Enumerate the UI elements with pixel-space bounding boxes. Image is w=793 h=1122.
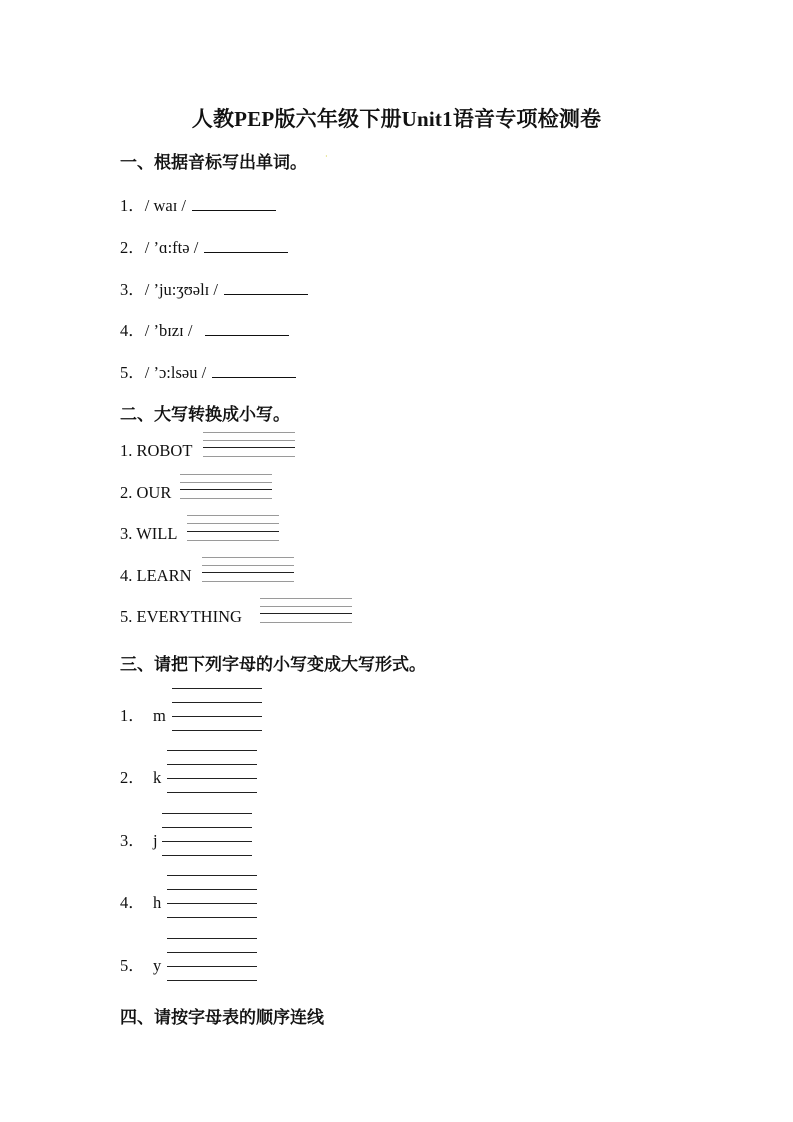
phonetic-item-1: 1．/ waɪ / <box>120 192 276 216</box>
answer-blank[interactable] <box>205 334 289 336</box>
letter-item-5: 5． y <box>120 956 162 975</box>
case-item-3: 3. WILL <box>120 524 178 543</box>
case-item-2: 2. OUR <box>120 483 172 502</box>
phonetic-item-4: 4．/ ’bɪzɪ / <box>120 317 289 341</box>
answer-blank[interactable] <box>212 376 296 378</box>
answer-blank[interactable] <box>192 209 276 211</box>
section-3-heading: 三、请把下列字母的小写变成大写形式。 <box>120 655 426 674</box>
section-1-heading: 一、根据音标写出单词。 <box>120 153 307 172</box>
phonetic-item-3: 3．/ ’ju:ʒʊəlɪ / <box>120 276 308 300</box>
phonetic-item-2: 2．/ ’ɑ:ftə / <box>120 234 288 258</box>
letter-item-1: 1． m <box>120 706 166 725</box>
phonetic-item-5: 5．/ ’ɔ:lsəu / <box>120 359 296 383</box>
case-item-1: 1. ROBOT <box>120 441 193 460</box>
letter-item-3: 3． j <box>120 831 158 850</box>
page-title: 人教PEP版六年级下册Unit1语音专项检测卷 <box>191 107 602 131</box>
case-item-5: 5. EVERYTHING <box>120 607 242 626</box>
case-item-4: 4. LEARN <box>120 566 192 585</box>
answer-blank[interactable] <box>224 293 308 295</box>
section-4-heading: 四、请按字母表的顺序连线 <box>120 1008 324 1027</box>
stray-mark: · <box>325 152 328 161</box>
answer-blank[interactable] <box>204 251 288 253</box>
letter-item-2: 2． k <box>120 768 162 787</box>
letter-item-4: 4． h <box>120 893 162 912</box>
section-2-heading: 二、大写转换成小写。 <box>120 405 290 424</box>
